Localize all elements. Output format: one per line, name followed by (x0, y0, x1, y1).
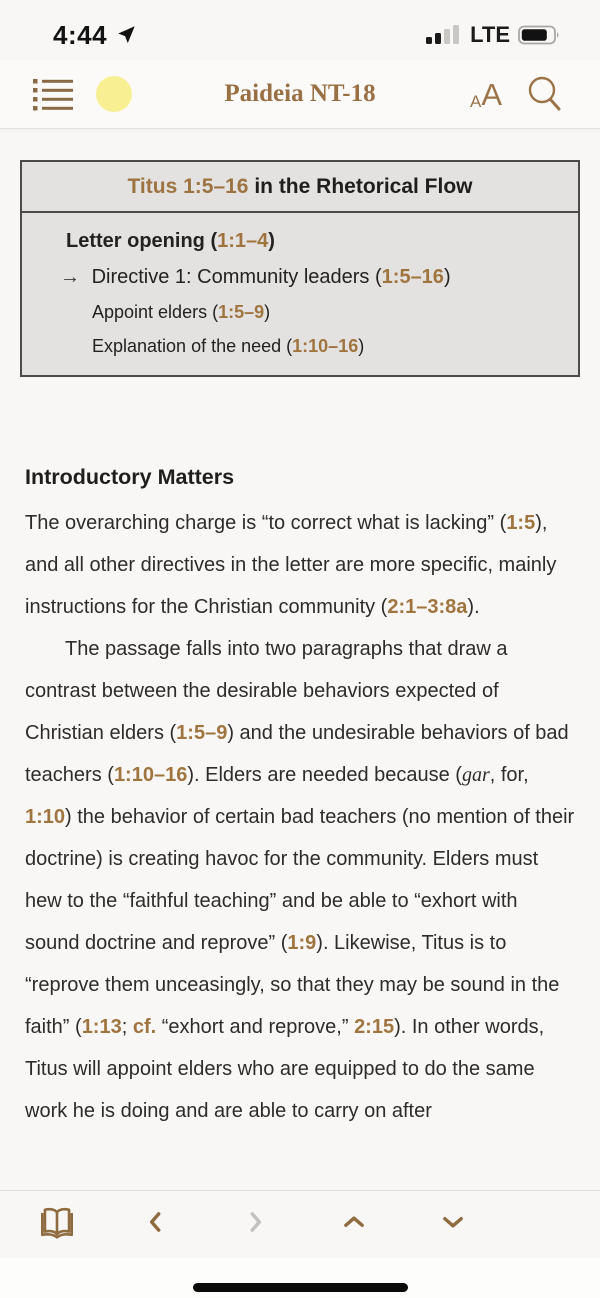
flow-table-row (22, 230, 568, 253)
verse-ref-link[interactable]: 1:5 (506, 512, 536, 534)
text-run: ). Likewise, Titus is to “reprove them unceasingly, so that they may be sound in the faith” ( (25, 932, 560, 1038)
verse-ref-link[interactable]: 2:1–3:8a (387, 596, 468, 618)
verse-ref-link[interactable]: 1:5–9 (176, 722, 228, 744)
text-run: ; (121, 1016, 133, 1038)
list-icon (33, 76, 75, 113)
cellular-signal-icon (424, 24, 462, 46)
article-body (25, 502, 575, 1132)
verse-ref-link[interactable]: 1:10–16 (113, 764, 188, 786)
text-run: ). (467, 596, 480, 618)
text-run: ) (358, 336, 365, 356)
verse-ref-link[interactable]: 1:13 (81, 1016, 122, 1038)
verse-ref-link[interactable]: 1:1–4 (217, 230, 269, 252)
flow-table-row (22, 302, 568, 323)
flow-table-rows (22, 213, 578, 375)
library-button[interactable] (35, 1200, 79, 1244)
verse-ref-link[interactable]: 1:5–16 (381, 266, 444, 288)
text-run: ) the behavior of certain bad teachers (no mention of their doctrine) is creating havoc for the community. Elders must hew to the “faithful teaching” and be able to “exhort with sound doctrine and reprove” ( (25, 806, 575, 954)
home-indicator-area (0, 1258, 600, 1298)
page-title: Paideia NT-18 (224, 80, 376, 107)
text-run: ) (268, 230, 275, 252)
verse-ref-link[interactable]: 1:9 (287, 932, 317, 954)
verse-ref-link[interactable]: cf. (132, 1016, 157, 1038)
home-indicator[interactable] (193, 1283, 408, 1292)
text-run: Letter opening ( (66, 230, 218, 252)
open-book-icon (38, 1205, 76, 1239)
chevron-right-icon (242, 1207, 268, 1237)
transliterated-word: gar (461, 764, 490, 786)
status-bar (0, 0, 600, 60)
network-type-label: LTE (470, 22, 510, 47)
table-of-contents-button[interactable] (33, 76, 75, 113)
verse-ref-link[interactable]: 2:15 (354, 1016, 395, 1038)
location-arrow-icon (115, 24, 137, 46)
search-icon (526, 75, 562, 113)
flow-table-row (22, 336, 568, 357)
scroll-up-button[interactable] (332, 1200, 376, 1244)
next-page-button[interactable] (233, 1200, 277, 1244)
text-run: Directive 1: Community leaders ( (91, 266, 382, 288)
text-run: ), and all other directives in the letter are more specific, mainly instructions for the Christian community ( (25, 512, 557, 618)
clock: 4:44 (53, 19, 108, 50)
highlight-marker-dot[interactable] (96, 76, 132, 112)
verse-ref-link[interactable]: 1:10 (25, 806, 66, 828)
scroll-down-button[interactable] (431, 1200, 475, 1244)
small-a-icon: A (469, 91, 482, 111)
text-run: , for, (489, 764, 529, 786)
chevron-up-icon (339, 1209, 369, 1235)
battery-icon (518, 24, 562, 46)
text-run: ). Elders are needed because ( (187, 764, 462, 786)
flow-table-title (22, 162, 578, 213)
verse-ref-link[interactable]: Titus 1:5–16 (127, 175, 249, 198)
flow-table-row (22, 266, 568, 289)
search-button[interactable] (526, 75, 562, 113)
arrow-marker: → (60, 266, 86, 288)
large-a-icon: A (481, 76, 502, 112)
text-run: Appoint elders ( (92, 302, 219, 322)
text-run: “exhort and reprove,” (156, 1016, 355, 1038)
text-run: in the Rhetorical Flow (248, 175, 473, 198)
chevron-down-icon (438, 1209, 468, 1235)
verse-ref-link[interactable]: 1:5–9 (218, 302, 265, 322)
text-run: The overarching charge is “to correct what is lacking” ( (25, 512, 507, 534)
verse-ref-link[interactable]: 1:10–16 (292, 336, 359, 356)
reading-pane[interactable] (0, 130, 600, 1190)
text-run: ) and the undesirable behaviors of bad teachers ( (25, 722, 569, 786)
rhetorical-flow-table (20, 160, 580, 377)
text-run: ) (443, 266, 451, 288)
text-run: ). In other words, Titus will appoint elders who are equipped to do the same work he is doing and are able to carry on after (25, 1016, 545, 1122)
chevron-left-icon (143, 1207, 169, 1237)
bottom-toolbar (0, 1190, 600, 1258)
paragraph (25, 502, 575, 628)
text-run: Explanation of the need ( (92, 336, 293, 356)
app-header (0, 60, 600, 129)
font-size-button[interactable] (469, 76, 502, 112)
section-heading: Introductory Matters (25, 465, 235, 489)
text-run: The passage falls into two paragraphs that draw a contrast between the desirable behaviors expected of Christian elders ( (25, 638, 508, 744)
text-run: ) (264, 302, 271, 322)
previous-page-button[interactable] (134, 1200, 178, 1244)
paragraph (25, 628, 575, 1132)
